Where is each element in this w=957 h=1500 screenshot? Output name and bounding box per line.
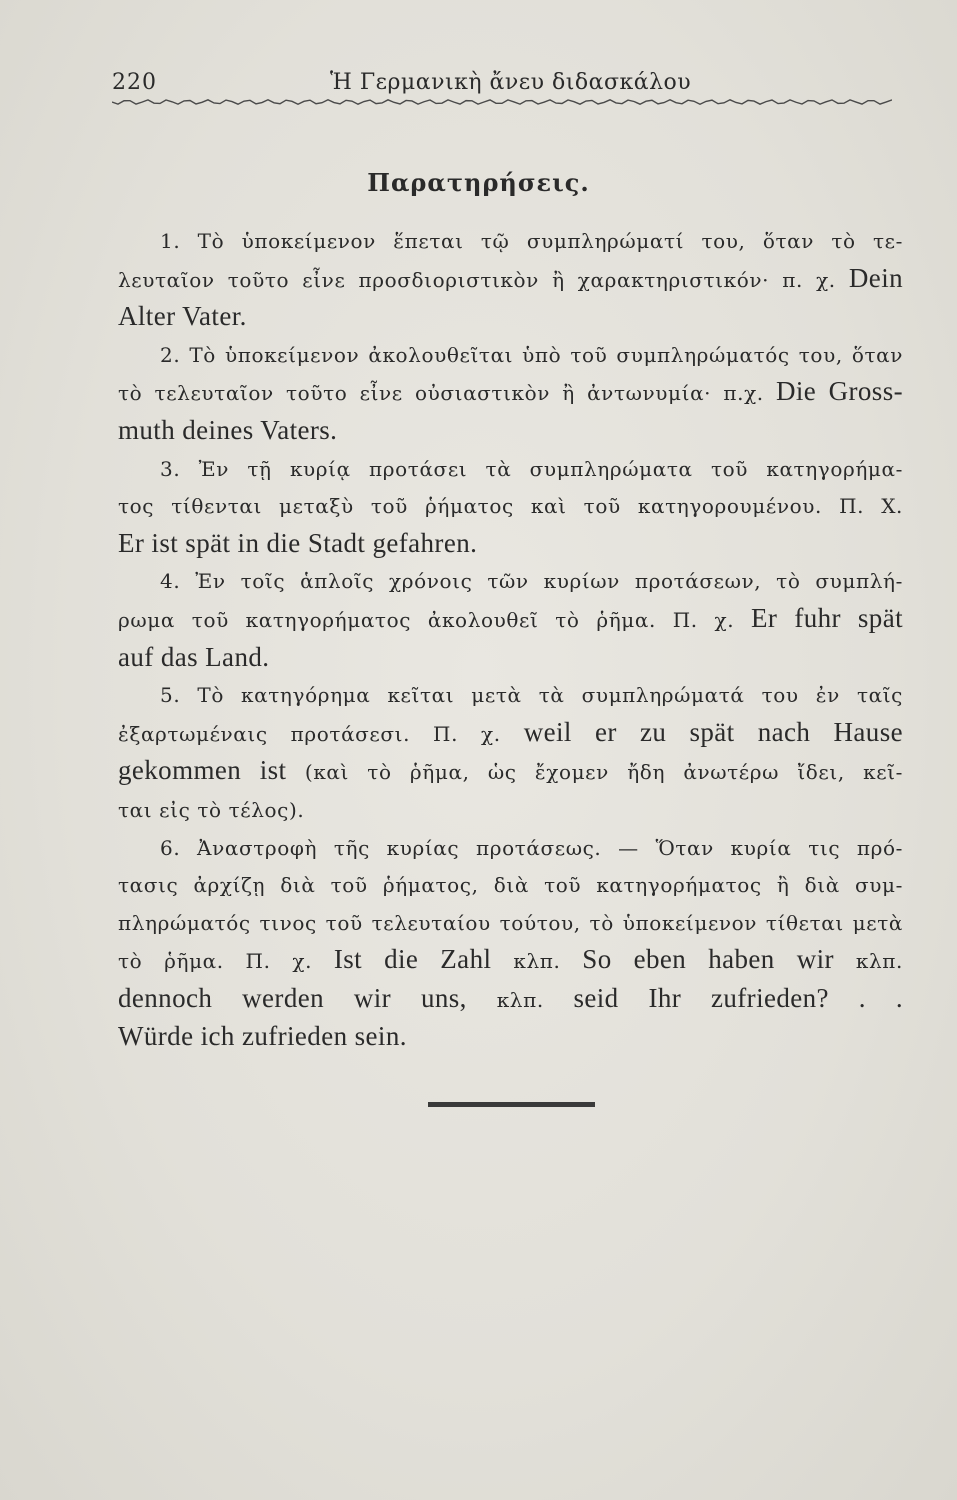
- greek-text: 2. Τὸ ὑποκείμενον ἀκολουθεῖται ὑπὸ τοῦ συμπληρώματός του, ὅταν: [160, 342, 903, 367]
- greek-text: 4. Ἐν τοῖς ἁπλοῖς χρόνοις τῶν κυρίων προτάσεων, τὸ συμπλή-: [160, 569, 903, 594]
- german-text: auf das Land.: [118, 641, 270, 672]
- text-line: [118, 600, 903, 639]
- german-text: Würde ich zufrieden sein.: [118, 1021, 407, 1052]
- german-text: Alter Vater.: [118, 301, 247, 332]
- greek-text: κλπ.: [513, 949, 583, 974]
- greek-text: ἐξαρτωμέναις προτάσεσι. Π. χ.: [118, 721, 524, 746]
- text-line: [118, 336, 903, 374]
- greek-text: 1. Τὸ ὑποκείμενον ἕπεται τῷ συμπληρώματί του, ὅταν τὸ τε-: [160, 229, 903, 253]
- german-text: weil er zu spät nach Hause: [523, 716, 903, 747]
- greek-text: λευταῖον τοῦτο εἶνε προσδιοριστικὸν ἢ χαρακτηριστικόν· π. χ.: [118, 267, 849, 292]
- text-line: [118, 298, 903, 336]
- greek-text: 3. Ἐν τῇ κυρίᾳ προτάσει τὰ συμπληρώματα τοῦ κατηγορήμα-: [160, 456, 903, 481]
- greek-text: 6. Ἀναστροφὴ τῆς κυρίας προτάσεως. — Ὅταν κυρία τις πρό-: [160, 835, 903, 860]
- body-text: [118, 222, 903, 1056]
- german-text: Dein: [848, 262, 903, 293]
- end-rule: [428, 1102, 595, 1107]
- text-line: [118, 412, 903, 450]
- text-line: [118, 791, 903, 829]
- text-line: [118, 829, 903, 867]
- text-line: [118, 222, 903, 260]
- text-line: [118, 904, 903, 942]
- greek-text: τος τίθενται μεταξὺ τοῦ ῥήματος καὶ τοῦ κατηγορουμένου. Π. Χ.: [118, 494, 903, 519]
- german-text: Ist die Zahl: [333, 944, 514, 975]
- greek-text: τασις ἀρχίζῃ διὰ τοῦ ῥήματος, διὰ τοῦ κατηγορήματος ἢ διὰ συμ-: [118, 873, 903, 898]
- text-line: [118, 676, 903, 714]
- greek-text: (καὶ τὸ ῥῆμα, ὡς ἔχομεν ἤδη ἀνωτέρω ἴδει, κεῖ-: [304, 760, 903, 785]
- text-line: [118, 941, 903, 980]
- greek-text: ρωμα τοῦ κατηγορήματος ἀκολουθεῖ τὸ ῥῆμα. Π. χ.: [118, 607, 752, 632]
- greek-text: 5. Τὸ κατηγόρημα κεῖται μετὰ τὰ συμπληρώματά του ἐν ταῖς: [160, 683, 903, 708]
- text-line: [118, 562, 903, 600]
- text-line: [118, 1018, 903, 1056]
- running-title: Ἡ Γερμανικὴ ἄνευ διδασκάλου: [330, 70, 692, 95]
- german-text: So eben haben wir: [582, 944, 856, 975]
- greek-text: κλπ.: [855, 949, 903, 974]
- german-text: dennoch werden wir uns,: [118, 982, 497, 1013]
- greek-text: τὸ ῥῆμα. Π. χ.: [118, 949, 334, 974]
- section-title: Παρατηρήσεις.: [367, 168, 590, 197]
- text-line: [118, 866, 903, 904]
- text-line: [118, 980, 903, 1019]
- german-text: Er ist spät in die Stadt gefahren.: [118, 527, 478, 558]
- text-line: [118, 450, 903, 488]
- page-number: 220: [112, 70, 157, 95]
- german-text: seid Ihr zufrieden? . .: [573, 982, 903, 1013]
- text-line: [118, 260, 903, 299]
- german-text: Er fuhr spät: [751, 602, 903, 633]
- german-text: muth deines Vaters.: [118, 414, 338, 445]
- text-line: [118, 639, 903, 677]
- greek-text: κλπ.: [496, 987, 574, 1012]
- greek-text: ται εἰς τὸ τέλος).: [118, 797, 305, 822]
- greek-text: τὸ τελευταῖον τοῦτο εἶνε οὐσιαστικὸν ἢ ἀντωνυμία· π.χ.: [118, 381, 776, 406]
- text-line: [118, 373, 903, 412]
- greek-text: πληρώματός τινος τοῦ τελευταίου τούτου, τὸ ὑποκείμενον τίθεται μετὰ: [118, 910, 903, 935]
- text-line: [118, 752, 903, 791]
- german-text: gekommen ist: [118, 755, 305, 786]
- german-text: Die Gross-: [776, 376, 904, 407]
- header-wavy-rule: [112, 96, 892, 108]
- text-line: [118, 714, 903, 753]
- text-line: [118, 487, 903, 525]
- text-line: [118, 525, 903, 563]
